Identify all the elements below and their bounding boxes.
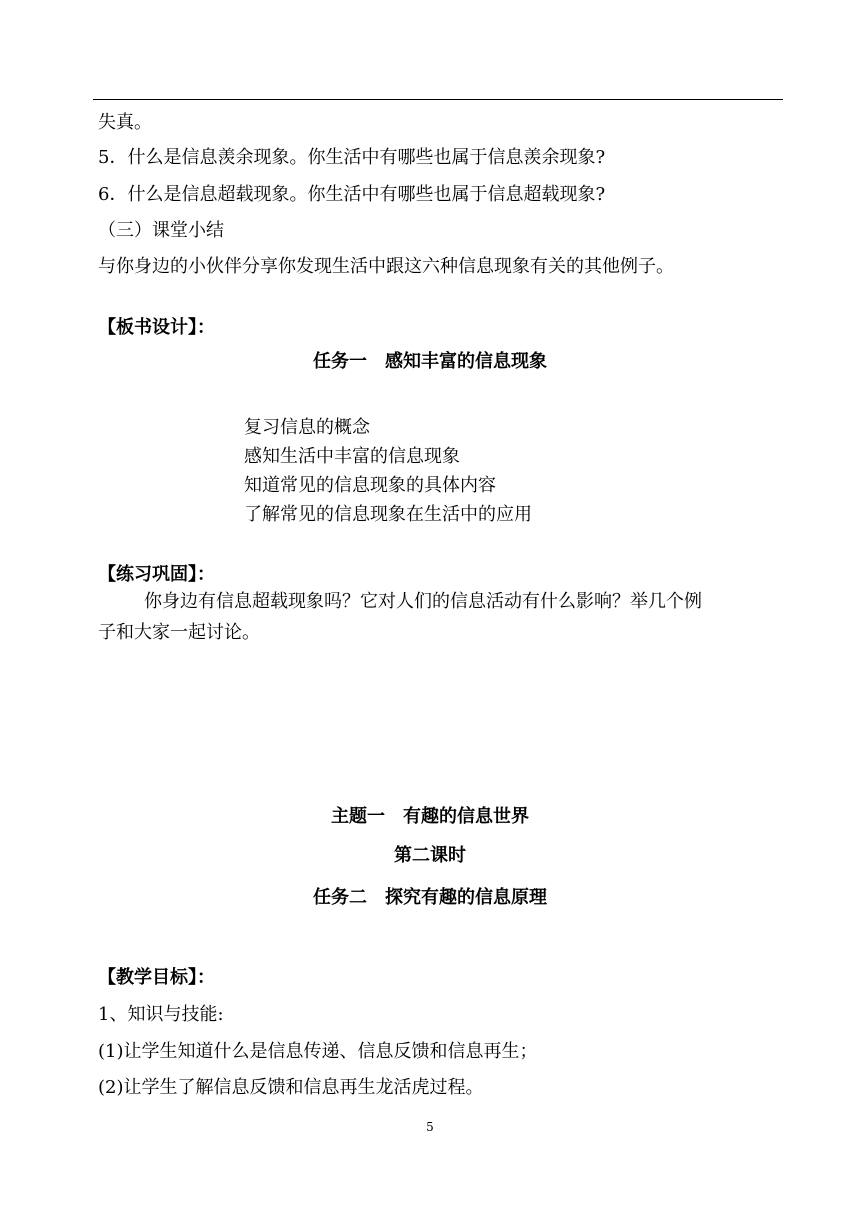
task-title: 任务二 探究有趣的信息原理 xyxy=(313,887,547,908)
header-rule xyxy=(93,99,783,100)
page-number: 5 xyxy=(426,1120,434,1134)
question-6: 6．什么是信息超载现象。你生活中有哪些也属于信息超载现象? xyxy=(98,184,606,205)
practice-text-line2: 子和大家一起讨论。 xyxy=(98,622,260,643)
board-design-heading: 【板书设计】： xyxy=(98,317,215,338)
objective-item-1: 1、知识与技能: xyxy=(98,1004,224,1025)
board-item: 复习信息的概念 xyxy=(244,417,370,438)
objective-item-1a: (1)让学生知道什么是信息传递、信息反馈和信息再生； xyxy=(98,1041,538,1062)
text-line-continuation: 失真。 xyxy=(98,112,152,133)
practice-text-line1: 你身边有信息超载现象吗？它对人们的信息活动有什么影响？举几个例 xyxy=(144,591,702,612)
lesson-period: 第二课时 xyxy=(394,845,466,866)
theme-title: 主题一 有趣的信息世界 xyxy=(331,806,529,827)
question-5: 5．什么是信息羡余现象。你生活中有哪些也属于信息羡余现象? xyxy=(98,147,606,168)
summary-text: 与你身边的小伙伴分享你发现生活中跟这六种信息现象有关的其他例子。 xyxy=(98,256,674,277)
summary-heading: （三）课堂小结 xyxy=(98,220,224,241)
board-item: 知道常见的信息现象的具体内容 xyxy=(244,475,496,496)
objective-item-1b: (2)让学生了解信息反馈和信息再生龙活虎过程。 xyxy=(98,1077,484,1098)
objectives-heading: 【教学目标】： xyxy=(98,967,215,988)
board-item: 感知生活中丰富的信息现象 xyxy=(244,446,460,467)
board-design-title: 任务一 感知丰富的信息现象 xyxy=(313,351,547,372)
practice-heading: 【练习巩固】： xyxy=(98,564,215,585)
board-item: 了解常见的信息现象在生活中的应用 xyxy=(244,504,532,525)
